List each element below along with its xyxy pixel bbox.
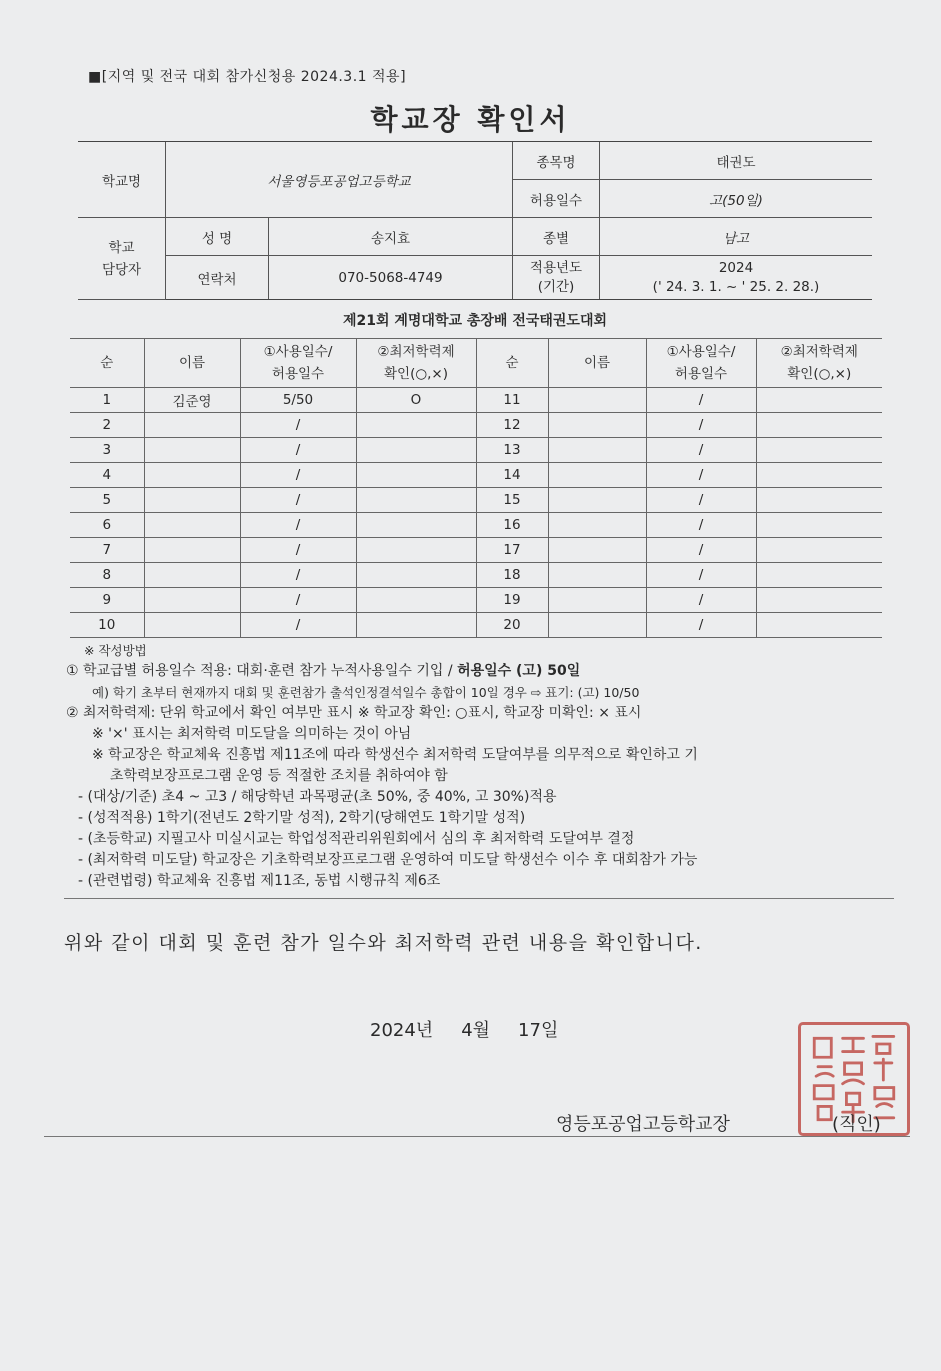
header-academic: ②최저학력제 확인(○,×) [356,339,476,388]
row-number: 9 [70,588,144,613]
detail-4: - (최저학력 미도달) 학교장은 기초학력보장프로그램 운영하여 미도달 학생선수 이수 후 대회참가 가능 [78,852,698,868]
row-academic [356,488,476,513]
row-number: 4 [70,463,144,488]
manager-label: 학교 담당자 [78,218,166,300]
row-name [144,588,240,613]
detail-5: - (관련법령) 학교체육 진흥법 제11조, 동법 시행규칙 제6조 [78,873,441,889]
bottom-divider [44,1136,910,1137]
note-2: ② 최저학력제: 단위 학교에서 확인 여부만 표시 ※ 학교장 확인: ○표시, 학교장 미확인: × 표시 [66,705,642,721]
row-name [548,463,646,488]
row-number: 12 [476,413,548,438]
date-day: 17일 [518,1020,559,1041]
form-note: ■[지역 및 전국 대회 참가신청용 2024.3.1 적용] [88,69,407,85]
row-name [548,388,646,413]
row-academic [356,463,476,488]
row-name [144,463,240,488]
date-month: 4월 [461,1020,491,1041]
row-number: 2 [70,413,144,438]
row-academic [756,613,882,638]
row-academic [356,513,476,538]
name-label: 성 명 [166,218,269,256]
row-number: 7 [70,538,144,563]
row-academic [356,538,476,563]
seal-mark: (직인) [832,1114,881,1135]
row-number: 16 [476,513,548,538]
row-academic [356,588,476,613]
row-name [548,488,646,513]
row-name [144,513,240,538]
row-days: / [240,513,356,538]
header-academic: ②최저학력제 확인(○,×) [756,339,882,388]
row-number: 6 [70,513,144,538]
contact-label: 연락처 [166,256,269,300]
table-row [70,613,882,638]
name-value: 송지효 [269,218,513,256]
row-number: 1 [70,388,144,413]
row-academic [756,388,882,413]
note-1-example: 예) 학기 초부터 현재까지 대회 및 훈련참가 출석인정결석일수 총합이 10일 경우 ⇨ 표기: (고) 10/50 [92,685,640,700]
divider [64,898,894,899]
row-academic [756,413,882,438]
row-days: 5/50 [240,388,356,413]
table-row [70,563,882,588]
date-year: 2024년 [370,1020,434,1041]
event-value: 태권도 [600,142,873,180]
row-academic [356,563,476,588]
row-number: 3 [70,438,144,463]
row-number: 8 [70,563,144,588]
school-label: 학교명 [78,142,166,218]
row-days: / [240,588,356,613]
row-days: / [646,438,756,463]
row-days: / [646,463,756,488]
row-name [548,413,646,438]
note-2-sub1: ※ '×' 표시는 최저학력 미도달을 의미하는 것이 아님 [92,726,412,742]
row-academic [756,463,882,488]
header-name: 이름 [144,339,240,388]
category-value: 남고 [600,218,873,256]
row-name: 김준영 [144,388,240,413]
detail-2: - (성적적용) 1학기(전년도 2학기말 성적), 2학기(당해연도 1학기말 성적) [78,810,526,826]
row-name [548,588,646,613]
row-days: / [240,488,356,513]
table-row [70,488,882,513]
document-title: 학교장 확인서 [370,103,571,136]
detail-3: - (초등학교) 지필고사 미실시교는 학업성적관리위원회에서 심의 후 최저학력 도달여부 결정 [78,831,635,847]
row-days: / [240,613,356,638]
row-academic: O [356,388,476,413]
row-days: / [646,588,756,613]
row-days: / [646,413,756,438]
principal-name: 영등포공업고등학교장 [556,1114,730,1135]
row-academic [356,413,476,438]
contact-value: 070-5068-4749 [269,256,513,300]
row-days: / [240,563,356,588]
row-days: / [646,513,756,538]
detail-1: - (대상/기준) 초4 ~ 고3 / 해당학년 과목평균(초 50%, 중 40%, 고 30%)적용 [78,789,557,805]
note-2-sub2: ※ 학교장은 학교체육 진흥법 제11조에 따라 학생선수 최저학력 도달여부를 의무적으로 확인하고 기 [92,747,698,763]
row-number: 19 [476,588,548,613]
table-row [70,413,882,438]
row-days: / [240,438,356,463]
header-name: 이름 [548,339,646,388]
table-row [70,513,882,538]
period-value: (' 24. 3. 1. ~ ' 25. 2. 28.) [652,278,820,295]
row-days: / [646,538,756,563]
row-number: 20 [476,613,548,638]
row-academic [756,538,882,563]
note-2-sub2-cont: 초학력보장프로그램 운영 등 적절한 조치를 취하여야 함 [110,768,448,784]
row-name [144,563,240,588]
confirmation-text: 위와 같이 대회 및 훈련 참가 일수와 최저학력 관련 내용을 확인합니다. [64,932,703,954]
row-days: / [240,538,356,563]
row-number: 17 [476,538,548,563]
notes-heading: ※ 작성방법 [84,643,147,658]
issue-date [370,1016,558,1042]
note-1-bold: 허용일수 (고) 50일 [457,663,581,679]
row-academic [756,438,882,463]
row-number: 11 [476,388,548,413]
header-no: 순 [70,339,144,388]
row-academic [756,513,882,538]
year-label: 적용년도 (기간) [513,256,600,300]
row-name [548,538,646,563]
row-number: 13 [476,438,548,463]
table-row [70,538,882,563]
info-table [78,141,872,300]
row-name [548,613,646,638]
header-no: 순 [476,339,548,388]
row-number: 10 [70,613,144,638]
year-value: 2024 (' 24. 3. 1. ~ ' 25. 2. 28.) [600,256,873,300]
row-days: / [646,613,756,638]
row-name [548,563,646,588]
row-name [144,413,240,438]
row-academic [756,588,882,613]
table-row [70,463,882,488]
allowed-days-label: 허용일수 [513,180,600,218]
row-academic [756,563,882,588]
row-name [144,613,240,638]
table-row [70,588,882,613]
row-academic [356,438,476,463]
row-number: 18 [476,563,548,588]
row-number: 14 [476,463,548,488]
header-days: ①사용일수/ 허용일수 [240,339,356,388]
school-value: 서울영등포공업고등학교 [166,142,513,218]
row-days: / [240,413,356,438]
row-name [144,438,240,463]
row-academic [356,613,476,638]
row-name [144,488,240,513]
instructions [66,640,896,892]
row-number: 5 [70,488,144,513]
table-row [70,388,882,413]
row-days: / [646,388,756,413]
row-days: / [646,563,756,588]
table-row [70,438,882,463]
row-number: 15 [476,488,548,513]
header-days: ①사용일수/ 허용일수 [646,339,756,388]
note-1: ① 학교급별 허용일수 적용: 대회·훈련 참가 누적사용일수 기입 / 허용일수 (고) 50일 [66,663,581,679]
event-label: 종목명 [513,142,600,180]
row-name [548,513,646,538]
roster-table [70,338,882,638]
event-title: 제21회 계명대학교 총장배 전국태권도대회 [342,313,607,329]
row-academic [756,488,882,513]
row-days: / [240,463,356,488]
row-name [144,538,240,563]
category-label: 종별 [513,218,600,256]
allowed-days-value: 고(50일) [600,180,873,218]
row-days: / [646,488,756,513]
row-name [548,438,646,463]
